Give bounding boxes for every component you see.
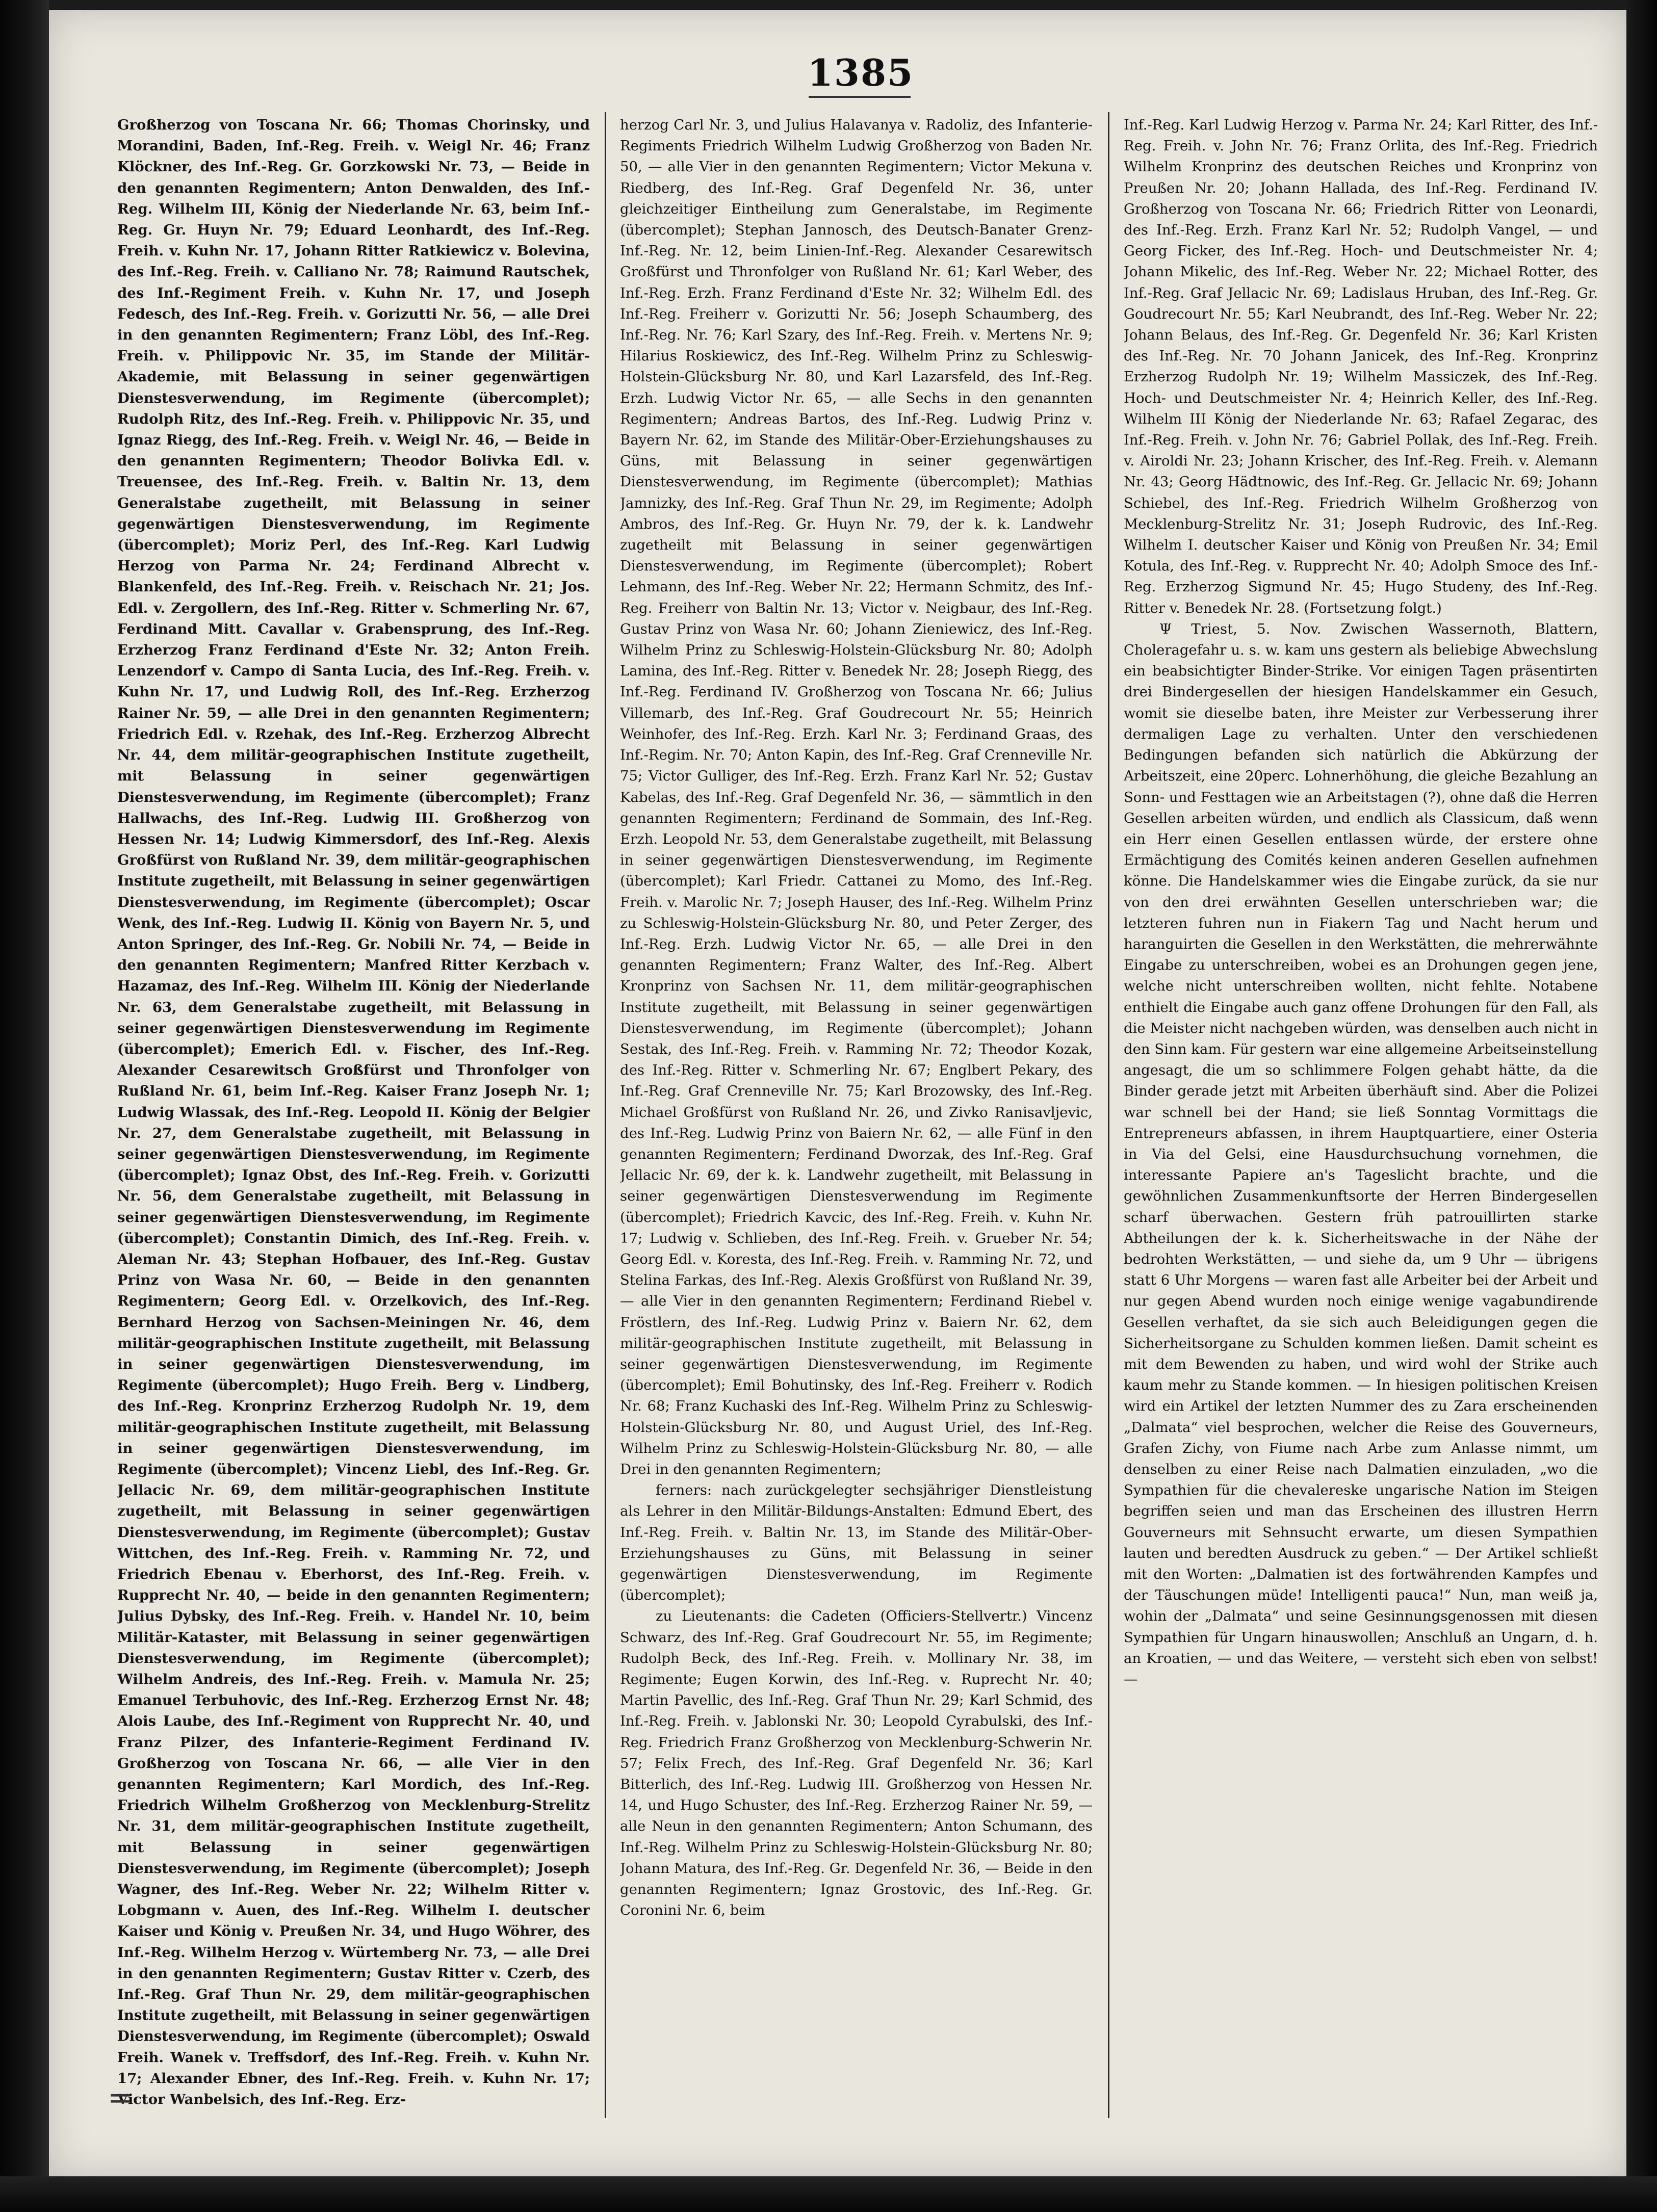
scan-edge-right — [1626, 0, 1657, 2212]
column-3 — [1124, 115, 1598, 2118]
column-3-paragraph: Inf.-Reg. Karl Ludwig Herzog v. Parma Nr. 24; Karl Ritter, des Inf.-Reg. Freih. v. John Nr. 76; Franz Orlita, des Inf.-Reg. Friedrich Wilhelm Kronprinz des deutschen Reiches und Kronprinz von Preußen Nr. 20; Johann Hallada, des Inf.-Reg. Ferdinand IV. Großherzog von Toscana Nr. 66; Friedrich Ritter von Leonardi, des Inf.-Reg. Erzh. Franz Karl Nr. 52; Rudolph Vangel, — und Georg Ficker, des Inf.-Reg. Hoch- und Deutschmeister Nr. 4; Johann Mikelic, des Inf.-Reg. Weber Nr. 22; Michael Rotter, des Inf.-Reg. Graf Jellacic Nr. 69; Ladislaus Hruban, des Inf.-Reg. Gr. Goudrecourt Nr. 55; Karl Neubrandt, des Inf.-Reg. Weber Nr. 22; Johann Belaus, des Inf.-Reg. Gr. Degenfeld Nr. 36; Karl Kristen des Inf.-Reg. Nr. 70 Johann Janicek, des Inf.-Reg. Kronprinz Erzherzog Rudolph Nr. 19; Wilhelm Massiczek, des Inf.-Reg. Hoch- und Deutschmeister Nr. 4; Heinrich Keller, des Inf.-Reg. Wilhelm III König der Niederlande Nr. 63; Rafael Zegarac, des Inf.-Reg. Freih. v. John Nr. 76; Gabriel Pollak, des Inf.-Reg. Freih. v. Airoldi Nr. 23; Johann Krischer, des Inf.-Reg. Freih. v. Alemann Nr. 43; Georg Hädtnowic, des Inf.-Reg. Gr. Jellacic Nr. 69; Johann Schiebel, des Inf.-Reg. Friedrich Wilhelm Großherzog von Mecklenburg-Strelitz Nr. 31; Joseph Rudrovic, des Inf.-Reg. Wilhelm I. deutscher Kaiser und König von Preußen Nr. 34; Emil Kotula, des Inf.-Reg. v. Rupprecht Nr. 40; Adolph Smoce des Inf.-Reg. Erzherzog Sigmund Nr. 45; Hugo Studeny, des Inf.-Reg. Ritter v. Benedek Nr. 28. (Fortsetzung folgt.) — [1124, 117, 1598, 616]
page-number: 1385 — [807, 51, 914, 94]
newspaper-page — [49, 10, 1626, 2176]
column-2-paragraph: zu Lieutenants: die Cadeten (Officiers-Stellvertr.) Vincenz Schwarz, des Inf.-Reg. Graf Goudrecourt Nr. 55, im Regimente; Rudolph Beck, des Inf.-Reg. Freih. v. Mollinary Nr. 38, im Regimente; Eugen Korwin, des Inf.-Reg. v. Ruprecht Nr. 40; Martin Pavellic, des Inf.-Reg. Graf Thun Nr. 29; Karl Schmid, des Inf.-Reg. Freih. v. Jablonski Nr. 30; Leopold Cyrabulski, des Inf.-Reg. Friedrich Franz Großherzog von Mecklenburg-Schwerin Nr. 57; Felix Frech, des Inf.-Reg. Graf Degenfeld Nr. 36; Karl Bitterlich, des Inf.-Reg. Ludwig III. Großherzog von Hessen Nr. 14, und Hugo Schuster, des Inf.-Reg. Erzherzog Rainer Nr. 59, — alle Neun in den genannten Regimentern; Anton Schumann, des Inf.-Reg. Wilhelm Prinz zu Schleswig-Holstein-Glücksburg Nr. 80; Johann Matura, des Inf.-Reg. Gr. Degenfeld Nr. 36, — Beide in den genannten Regimentern; Ignaz Grostovic, des Inf.-Reg. Gr. Coronini Nr. 6, beim — [620, 1608, 1093, 1919]
scan-edge-bottom — [0, 2176, 1657, 2212]
margin-mark: = — [108, 2080, 134, 2116]
column-3-news-item: Ψ Triest, 5. Nov. Zwischen Wassernoth, Blattern, Choleragefahr u. s. w. kam uns gestern als beliebige Abwechslung ein beabsichtigter Binder-Strike. Vor einigen Tagen präsentirten drei Bindergesellen der hiesigen Handelskammer ein Gesuch, womit sie dieselbe baten, ihre Meister zur Verbesserung ihrer dermaligen Lage zu verhalten. Unter den verschiedenen Bedingungen befanden sich natürlich die Abkürzung der Arbeitszeit, eine 20perc. Lohnerhöhung, die gleiche Bezahlung an Sonn- und Festtagen wie an Arbeitstagen (?), ohne daß die Herren Gesellen arbeiten würden, und endlich als Classicum, daß wenn ein Herr einen Gesellen entlassen würde, der erstere ohne Ermächtigung des Comités keinen anderen Gesellen aufnehmen könne. Die Handelskammer wies die Eingabe zurück, da sie nur von den drei erwähnten Gesellen unterschrieben war; die letzteren fuhren nun in Fiakern Tag und Nacht herum und haranguirten die Gesellen in den Werkstätten, die mehrerwähnte Eingabe zu unterschreiben, wobei es an Drohungen gegen jene, welche nicht unterschreiben wollten, nicht fehlte. Notabene enthielt die Eingabe auch ganz offene Drohungen für den Fall, als die Meister nicht nachgeben würden, was denselben auch nicht in den Sinn kam. Für gestern war eine allgemeine Arbeitseinstellung angesagt, die um so schlimmere Folgen gehabt hätte, da die Binder gerade jetzt mit Arbeiten überhäuft sind. Aber die Polizei war schnell bei der Hand; sie ließ Sonntag Vormittags die Entrepreneurs abfassen, in ihrem Hauptquartiere, einer Osteria in Via del Gelsi, eine Hausdurchsuchung vornehmen, die interessante Papiere an's Tageslicht brachte, und die gewöhnlichen Zusammenkunftsorte der Herren Bindergesellen scharf überwachen. Gestern früh patrouillirten starke Abtheilungen der k. k. Sicherheitswache in der Nähe der bedrohten Werkstätten, — und siehe da, um 9 Uhr — übrigens statt 6 Uhr Morgens — waren fast alle Arbeiter bei der Arbeit und nur gegen Abend wurden noch einige wenige vagabundirende Gesellen verhaftet, da sie sich auch Beleidigungen gegen die Sicherheitsorgane zu Schulden kommen ließen. Damit scheint es mit dem Bewenden zu haben, und wird wohl der Strike auch kaum mehr zu Stande kommen. — In hiesigen politischen Kreisen wird ein Artikel der letzten Nummer des zu Zara erscheinenden „Dalmata“ viel besprochen, welcher die Reise des Gouverneurs, Grafen Zichy, von Fiume nach Arbe zum Anlasse nimmt, um denselben zu einer Reise nach Dalmatien einzuladen, „wo die Sympathien für die chevalereske ungarische Nation im Steigen begriffen seien und man das Erscheinen des illustren Herrn Gouverneurs mit Sehnsucht erwarte, um diesen Sympathien lauten und beredten Ausdruck zu geben.“ — Der Artikel schließt mit den Worten: „Dalmatien ist des fortwährenden Kampfes und der Täuschungen müde! Intelligenti pauca!“ Nun, man weiß ja, wohin der „Dalmata“ und seine Gesinnungsgenossen mit diesen Sympathien für Ungarn hinauswollen; Anschluß an Ungarn, d. h. an Kroatien, — und das Weitere, — versteht sich eben von selbst! — — [1124, 620, 1598, 1688]
column-2 — [620, 115, 1093, 2118]
column-2-paragraph: ferners: nach zurückgelegter sechsjähriger Dienstleistung als Lehrer in den Militär-Bildungs-Anstalten: Edmund Ebert, des Inf.-Reg. Freih. v. Baltin Nr. 13, im Stande des Militär-Ober-Erziehungshauses zu Güns, mit Belassung in seiner gegenwärtigen Dienstesverwendung, im Regimente (übercomplet); — [620, 1482, 1093, 1604]
page-number-underline — [809, 96, 911, 98]
column-1-text: Großherzog von Toscana Nr. 66; Thomas Chorinsky, und Morandini, Baden, Inf.-Reg. Freih. v. Weigl Nr. 46; Franz Klöckner, des Inf.-Reg. Gr. Gorzkowski Nr. 73, — Beide in den genannten Regimentern; Anton Denwalden, des Inf.-Reg. Wilhelm III, König der Niederlande Nr. 63, beim Inf.-Reg. Gr. Huyn Nr. 79; Eduard Leonhardt, des Inf.-Reg. Freih. v. Kuhn Nr. 17, Johann Ritter Ratkiewicz v. Bolevina, des Inf.-Reg. Freih. v. Calliano Nr. 78; Raimund Rautschek, des Inf.-Regiment Freih. v. Kuhn Nr. 17, und Joseph Fedesch, des Inf.-Reg. Freih. v. Gorizutti Nr. 56, — alle Drei in den genannten Regimentern; Franz Löbl, des Inf.-Reg. Freih. v. Philippovic Nr. 35, im Stande der Militär-Akademie, mit Belassung in seiner gegenwärtigen Dienstesverwendung, im Regimente (übercomplet); Rudolph Ritz, des Inf.-Reg. Freih. v. Philippovic Nr. 35, und Ignaz Riegg, des Inf.-Reg. Freih. v. Weigl Nr. 46, — Beide in den genannten Regimentern; Theodor Bolivka Edl. v. Treuensee, des Inf.-Reg. Freih. v. Baltin Nr. 13, dem Generalstabe zugetheilt, mit Belassung in seiner gegenwärtigen Dienstesverwendung, im Regimente (übercomplet); Moriz Perl, des Inf.-Reg. Karl Ludwig Herzog von Parma Nr. 24; Ferdinand Albrecht v. Blankenfeld, des Inf.-Reg. Freih. v. Reischach Nr. 21; Jos. Edl. v. Zergollern, des Inf.-Reg. Ritter v. Schmerling Nr. 67, Ferdinand Mitt. Cavallar v. Grabensprung, des Inf.-Reg. Erzherzog Franz Ferdinand d'Este Nr. 32; Anton Freih. Lenzendorf v. Campo di Santa Lucia, des Inf.-Reg. Freih. v. Kuhn Nr. 17, und Ludwig Roll, des Inf.-Reg. Erzherzog Rainer Nr. 59, — alle Drei in den genannten Regimentern; Friedrich Edl. v. Rzehak, des Inf.-Reg. Erzherzog Albrecht Nr. 44, dem militär-geographischen Institute zugetheilt, mit Belassung in seiner gegenwärtigen Dienstesverwendung, im Regimente (übercomplet); Franz Hallwachs, des Inf.-Reg. Ludwig III. Großherzog von Hessen Nr. 14; Ludwig Kimmersdorf, des Inf.-Reg. Alexis Großfürst von Rußland Nr. 39, dem militär-geographischen Institute zugetheilt, mit Belassung in seiner gegenwärtigen Dienstesverwendung, im Regimente (übercomplet); Oscar Wenk, des Inf.-Reg. Ludwig II. König von Bayern Nr. 5, und Anton Springer, des Inf.-Reg. Gr. Nobili Nr. 74, — Beide in den genannten Regimentern; Manfred Ritter Kerzbach v. Hazamaz, des Inf.-Reg. Wilhelm III. König der Niederlande Nr. 63, dem Generalstabe zugetheilt, mit Belassung in seiner gegenwärtigen Dienstesverwendung im Regimente (übercomplet); Emerich Edl. v. Fischer, des Inf.-Reg. Alexander Cesarewitsch Großfürst und Thronfolger von Rußland Nr. 61, beim Inf.-Reg. Kaiser Franz Joseph Nr. 1; Ludwig Wlassak, des Inf.-Reg. Leopold II. König der Belgier Nr. 27, dem Generalstabe zugetheilt, mit Belassung in seiner gegenwärtigen Dienstesverwendung, im Regimente (übercomplet); Ignaz Obst, des Inf.-Reg. Freih. v. Gorizutti Nr. 56, dem Generalstabe zugetheilt, mit Belassung in seiner gegenwärtigen Dienstesverwendung, im Regimente (übercomplet); Constantin Dimich, des Inf.-Reg. Freih. v. Aleman Nr. 43; Stephan Hofbauer, des Inf.-Reg. Gustav Prinz von Wasa Nr. 60, — Beide in den genannten Regimentern; Georg Edl. v. Orzelkovich, des Inf.-Reg. Bernhard Herzog von Sachsen-Meiningen Nr. 46, dem militär-geographischen Institute zugetheilt, mit Belassung in seiner gegenwärtigen Dienstesverwendung, im Regimente (übercomplet); Hugo Freih. Berg v. Lindberg, des Inf.-Reg. Kronprinz Erzherzog Rudolph Nr. 19, dem militär-geographischen Institute zugetheilt, mit Belassung in seiner gegenwärtigen Dienstesverwendung, im Regimente (übercomplet); Vincenz Liebl, des Inf.-Reg. Gr. Jellacic Nr. 69, dem militär-geographischen Institute zugetheilt, mit Belassung in seiner gegenwärtigen Dienstesverwendung, im Regimente (übercomplet); Gustav Wittchen, des Inf.-Reg. Freih. v. Ramming Nr. 72, und Friedrich Ebenau v. Eberhorst, des Inf.-Reg. Freih. v. Rupprecht Nr. 40, — beide in den genannten Regimentern; Julius Dybsky, des Inf.-Reg. Freih. v. Handel Nr. 10, beim Militär-Kataster, mit Belassung in seiner gegenwärtigen Dienstesverwendung, im Regimente (übercomplet); Wilhelm Andreis, des Inf.-Reg. Freih. v. Mamula Nr. 25; Emanuel Terbuhovic, des Inf.-Reg. Erzherzog Ernst Nr. 48; Alois Laube, des Inf.-Regiment von Rupprecht Nr. 40, und Franz Pilzer, des Infanterie-Regiment Ferdinand IV. Großherzog von Toscana Nr. 66, — alle Vier in den genannten Regimentern; Karl Mordich, des Inf.-Reg. Friedrich Wilhelm Großherzog von Mecklenburg-Strelitz Nr. 31, dem militär-geographischen Institute zugetheilt, mit Belassung in seiner gegenwärtigen Dienstesverwendung, im Regimente (übercomplet); Joseph Wagner, des Inf.-Reg. Weber Nr. 22; Wilhelm Ritter v. Lobgmann v. Auen, des Inf.-Reg. Wilhelm I. deutscher Kaiser und König v. Preußen Nr. 34, und Hugo Wöhrer, des Inf.-Reg. Wilhelm Herzog v. Würtemberg Nr. 73, — alle Drei in den genannten Regimentern; Gustav Ritter v. Czerb, des Inf.-Reg. Graf Thun Nr. 29, dem militär-geographischen Institute zugetheilt, mit Belassung in seiner gegenwärtigen Dienstesverwendung, im Regimente (übercomplet); Oswald Freih. Wanek v. Treffsdorf, des Inf.-Reg. Freih. v. Kuhn Nr. 17; Alexander Ebner, des Inf.-Reg. Freih. v. Kuhn Nr. 17; Victor Wanbelsich, des Inf.-Reg. Erz- — [117, 117, 590, 2108]
column-1 — [117, 115, 590, 2118]
column-separator — [1108, 112, 1109, 2118]
column-separator — [605, 112, 606, 2118]
column-2-paragraph: herzog Carl Nr. 3, und Julius Halavanya v. Radoliz, des Infanterie-Regiments Friedrich Wilhelm Ludwig Großherzog von Baden Nr. 50, — alle Vier in den genannten Regimentern; Victor Mekuna v. Riedberg, des Inf.-Reg. Graf Degenfeld Nr. 36, unter gleichzeitiger Eintheilung zum Generalstabe, im Regimente (übercomplet); Stephan Jannosch, des Deutsch-Banater Grenz-Inf.-Reg. Nr. 12, beim Linien-Inf.-Reg. Alexander Cesarewitsch Großfürst und Thronfolger von Rußland Nr. 61; Karl Weber, des Inf.-Reg. Erzh. Franz Ferdinand d'Este Nr. 32; Wilhelm Edl. des Inf.-Reg. Freiherr v. Gorizutti Nr. 56; Joseph Schaumberg, des Inf.-Reg. Nr. 76; Karl Szary, des Inf.-Reg. Freih. v. Mertens Nr. 9; Hilarius Roskiewicz, des Inf.-Reg. Wilhelm Prinz zu Schleswig-Holstein-Glücksburg Nr. 80, und Karl Lazarsfeld, des Inf.-Reg. Erzh. Ludwig Victor Nr. 65, — alle Sechs in den genannten Regimentern; Andreas Bartos, des Inf.-Reg. Ludwig Prinz v. Bayern Nr. 62, im Stande des Militär-Ober-Erziehungshauses zu Güns, mit Belassung in seiner gegenwärtigen Dienstesverwendung, im Regimente (übercomplet); Mathias Jamnizky, des Inf.-Reg. Graf Thun Nr. 29, im Regimente; Adolph Ambros, des Inf.-Reg. Gr. Huyn Nr. 79, der k. k. Landwehr zugetheilt mit Belassung in seiner gegenwärtigen Dienstesverwendung, im Regimente (übercomplet); Robert Lehmann, des Inf.-Reg. Weber Nr. 22; Hermann Schmitz, des Inf.-Reg. Freiherr von Baltin Nr. 13; Victor v. Neigbaur, des Inf.-Reg. Gustav Prinz von Wasa Nr. 60; Johann Zieniewicz, des Inf.-Reg. Wilhelm Prinz zu Schleswig-Holstein-Glücksburg Nr. 80; Adolph Lamina, des Inf.-Reg. Ritter v. Benedek Nr. 28; Joseph Riegg, des Inf.-Reg. Ferdinand IV. Großherzog von Toscana Nr. 66; Julius Villemarb, des Inf.-Reg. Graf Goudrecourt Nr. 55; Heinrich Weinhofer, des Inf.-Reg. Erzh. Karl Nr. 3; Ferdinand Graas, des Inf.-Regim. Nr. 70; Anton Kapin, des Inf.-Reg. Graf Crenneville Nr. 75; Victor Gulliger, des Inf.-Reg. Erzh. Franz Karl Nr. 52; Gustav Kabelas, des Inf.-Reg. Graf Degenfeld Nr. 36, — sämmtlich in den genannten Regimentern; Ferdinand de Sommain, des Inf.-Reg. Erzh. Leopold Nr. 53, dem Generalstabe zugetheilt, mit Belassung in seiner gegenwärtigen Dienstesverwendung, im Regimente (übercomplet); Karl Friedr. Cattanei zu Momo, des Inf.-Reg. Freih. v. Marolic Nr. 7; Joseph Hauser, des Inf.-Reg. Wilhelm Prinz zu Schleswig-Holstein-Glücksburg Nr. 80, und Peter Zerger, des Inf.-Reg. Erzh. Ludwig Victor Nr. 65, — alle Drei in den genannten Regimentern; Franz Walter, des Inf.-Reg. Albert Kronprinz von Sachsen Nr. 11, dem militär-geographischen Institute zugetheilt, mit Belassung in seiner gegenwärtigen Dienstesverwendung, im Regimente (übercomplet); Johann Sestak, des Inf.-Reg. Freih. v. Ramming Nr. 72; Theodor Kozak, des Inf.-Reg. Ritter v. Schmerling Nr. 67; Englbert Pekary, des Inf.-Reg. Graf Crenneville Nr. 75; Karl Brozowsky, des Inf.-Reg. Michael Großfürst von Rußland Nr. 26, und Zivko Ranisavljevic, des Inf.-Reg. Ludwig Prinz von Baiern Nr. 62, — alle Fünf in den genannten Regimentern; Ferdinand Dworzak, des Inf.-Reg. Graf Jellacic Nr. 69, der k. k. Landwehr zugetheilt, mit Belassung in seiner gegenwärtigen Dienstesverwendung im Regimente (übercomplet); Friedrich Kavcic, des Inf.-Reg. Freih. v. Kuhn Nr. 17; Ludwig v. Schlieben, des Inf.-Reg. Freih. v. Grueber Nr. 54; Georg Edl. v. Koresta, des Inf.-Reg. Freih. v. Ramming Nr. 72, und Stelina Farkas, des Inf.-Reg. Alexis Großfürst von Rußland Nr. 39, — alle Vier in den genannten Regimentern; Ferdinand Riebel v. Fröstlern, des Inf.-Reg. Ludwig Prinz v. Baiern Nr. 62, dem militär-geographischen Institute zugetheilt, mit Belassung in seiner gegenwärtigen Dienstesverwendung, im Regimente (übercomplet); Emil Bohutinsky, des Inf.-Reg. Freiherr v. Rodich Nr. 68; Franz Kuchaski des Inf.-Reg. Wilhelm Prinz zu Schleswig-Holstein-Glücksburg Nr. 80, und August Uriel, des Inf.-Reg. Wilhelm Prinz zu Schleswig-Holstein-Glücksburg Nr. 80, — alle Drei in den genannten Regimentern; — [620, 117, 1093, 1477]
scan-edge-left — [0, 0, 49, 2212]
